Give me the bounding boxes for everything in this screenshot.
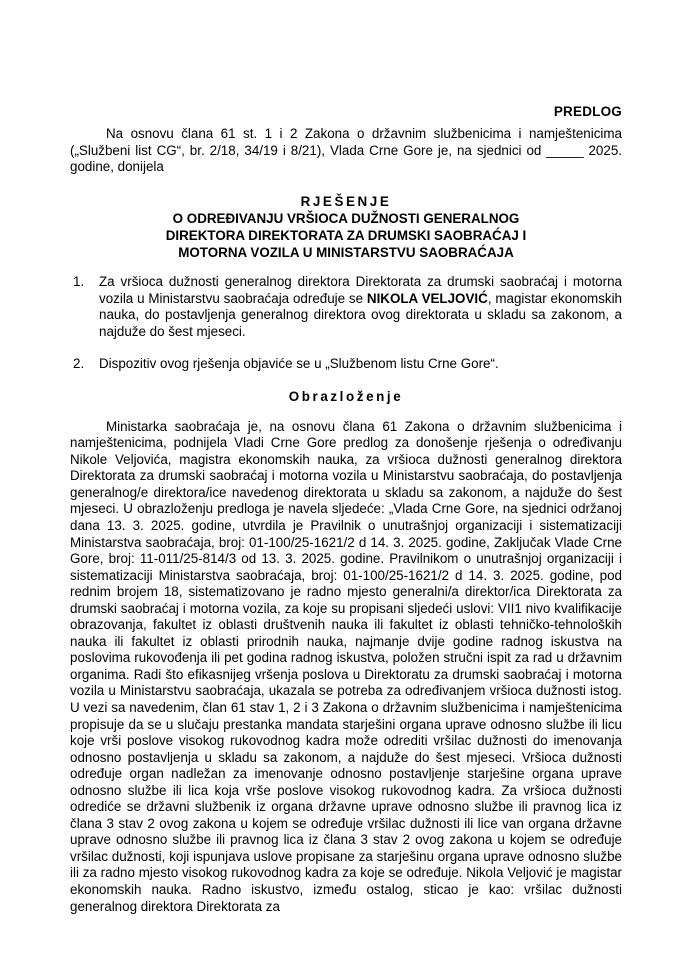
explanation-heading: Obrazloženje — [288, 389, 404, 405]
list-item-text-before-name: Za vršioca dužnosti generalnog direktora Direktorata za drumski saobraćaj i motorna vozila u Ministarstvu saobraćaja određuje se — [99, 274, 622, 306]
list-item-text-before-name: Dispozitiv ovog rješenja objaviće se u „Službenom listu Crne Gore“. — [99, 355, 499, 371]
list-item — [73, 356, 622, 373]
list-item-text-after-name: , magistar ekonomskih nauka, do postavljenja generalnog direktora ovog direktorata u skladu sa zakonom, a najduže do šest mjeseci. — [99, 290, 623, 339]
document-title-line-1: O ODREĐIVANJU VRŠIOCA DUŽNOSTI GENERALNOG — [172, 211, 520, 227]
list-item — [73, 274, 622, 340]
list-item-text — [99, 274, 622, 340]
document-title-block — [70, 194, 622, 261]
document-title-main: RJEŠENJE — [300, 193, 392, 209]
intro-paragraph: Na osnovu člana 61 st. 1 i 2 Zakona o državnim službenicima i namještenicima („Službeni list CG“, br. 2/18, 34/19 i 8/21), Vlada Crne Gore je, na sjednici od _____ 2025. godine, donijela — [70, 126, 622, 175]
explanation-paragraph: Ministarka saobraćaja je, na osnovu člana 61 Zakona o državnim službenicima i namještenicima, podnijela Vladi Crne Gore predlog za donošenje rješenja o određivanju Nikole Veljovića, magistra ekonomskih nauka, za vršioca dužnosti generalnog direktora Direktorata za drumski saobraćaj i motorna vozila u Ministarstvu saobraćaja, do postavljenja generalnog/e direktora/ice navedenog direktorata u skladu sa zakonom, a najduže do šest mjeseci. U obrazloženju predloga je navela sljedeće: „Vlada Crne Gore, na sjednici održanoj dana 13. 3. 2025. godine, utvrdila je Pravilnik o unutrašnjoj organizaciji i sistematizaciji Ministarstva saobraćaja, broj: 01-100/25-1621/2 d 14. 3. 2025. godine, Zaključak Vlade Crne Gore, broj: 11-011/25-814/3 od 13. 3. 2025. godine. Pravilnikom o unutrašnjoj organizaciji i sistematizaciji Ministarstva saobraćaja, broj: 01-100/25-1621/2 d 14. 3. 2025. godine, pod rednim brojem 18, sistematizovano je radno mjesto generalni/a direktor/ica Direktorata za drumski saobraćaj i motorna vozila, za koje su propisani sljedeći uslovi: VII1 nivo kvalifikacije obrazovanja, fakultet iz oblasti društvenih nauka ili fakultet iz oblasti tehničko-tehnoloških nauka ili fakultet iz oblasti prirodnih nauka, najmanje dvije godine radnog iskustva na poslovima rukovođenja ili pet godina radnog iskustva, položen stručni ispit za rad u državnim organima. Radi što efikasnijeg vršenja poslova u Direktoratu za drumski saobraćaj i motorna vozila u Ministarstvu saobraćaja, ukazala se potreba za određivanjem vršioca dužnosti istog. U vezi sa navedenim, član 61 stav 1, 2 i 3 Zakona o državnim službenicima i namještenicima propisuje da se u slučaju prestanka mandata starješini organa uprave odnosno službe ili licu koje vrši poslove visokog rukovodnog kadra može odrediti vršilac dužnosti do imenovanja odnosno postavljenja u skladu sa zakonom, a najduže do šest mjeseci. Vršioca dužnosti određuje organ nadležan za imenovanje odnosno postavljenje starješine organa uprave odnosno službe ili lica koja vrše poslove visokog rukovodnog kadra. Za vršioca dužnosti odrediće se državni službenik iz organa državne uprave odnosno službe ili pravnog lica iz člana 3 stav 2 ovog zakona u kojem se određuje vršilac dužnosti ili lice van organa državne uprave odnosno službe ili pravnog lica iz člana 3 stav 2 ovog zakona u kojem se određuje vršilac dužnosti, koji ispunjava uslove propisane za starješinu organa uprave odnosno službe ili za radno mjesto visokog rukovodnog kadra za koje se određuje. Nikola Veljović je magistar ekonomskih nauka. Radno iskustvo, između ostalog, sticao je kao: vršilac dužnosti generalnog direktora Direktorata za — [70, 418, 622, 914]
document-title-line-3: MOTORNA VOZILA U MINISTARSTVU SAOBRAĆAJA — [178, 244, 514, 260]
list-item-text — [99, 356, 622, 373]
list-item-marker: 1. — [73, 274, 85, 290]
list-item-marker: 2. — [73, 355, 85, 371]
numbered-items-list — [70, 274, 622, 372]
document-header-label: PREDLOG — [553, 104, 622, 119]
document-content — [70, 0, 622, 915]
document-title-line-2: DIREKTORA DIREKTORATA ZA DRUMSKI SAOBRAĆAJ I — [165, 227, 527, 243]
appointee-name: NIKOLA VELJOVIĆ — [366, 290, 488, 306]
